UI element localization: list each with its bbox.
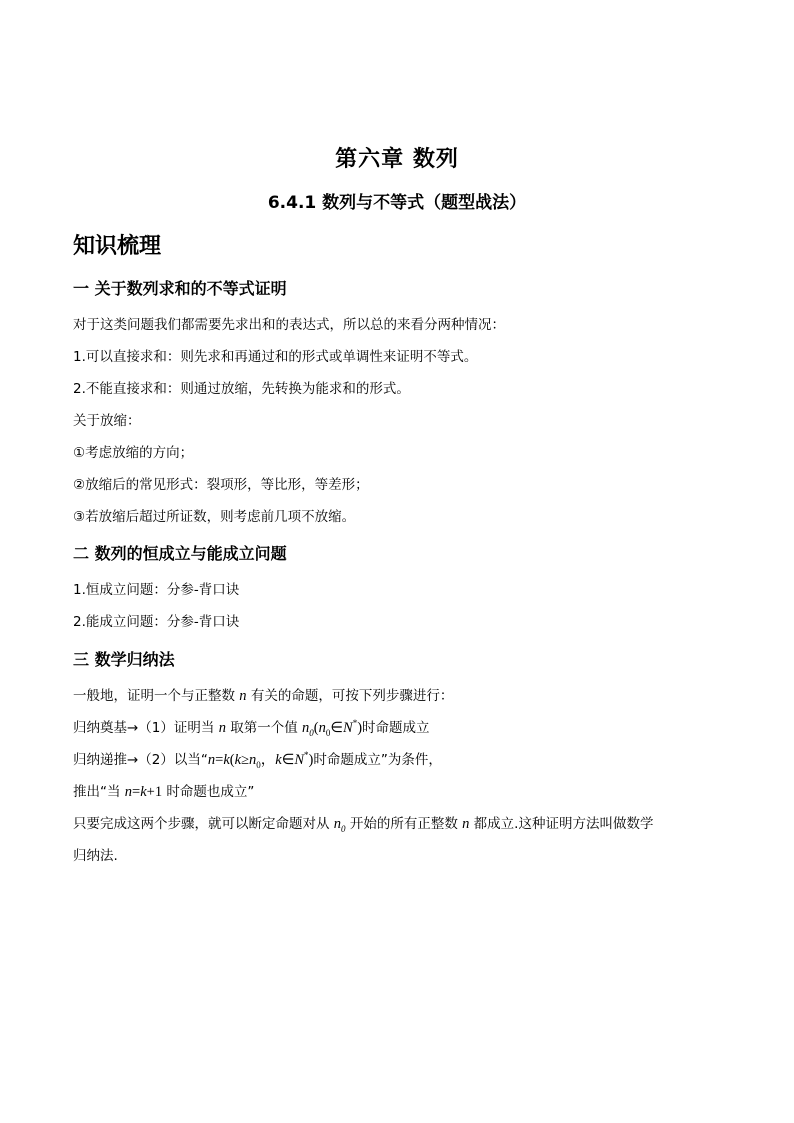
math-n0-in-nstar: $(n_0\in N^*)$ [313, 718, 363, 738]
part2-heading: 二 数列的恒成立与能成立问题 [73, 544, 287, 563]
induction-intro-text-b: 有关的命题，可按下列步骤进行： [246, 688, 454, 704]
part3-heading: 三 数学归纳法 [73, 650, 175, 669]
math-n: n [218, 720, 226, 736]
chapter-title: 第六章 数列 [335, 147, 459, 172]
math-n0: $n_0$ [302, 720, 314, 738]
induction-step-2 [73, 748, 442, 770]
part1-line-2: 1.可以直接求和：则先求和再通过和的形式或单调性来证明不等式。 [73, 349, 478, 365]
step1-text-b: 取第一个值 [225, 720, 303, 736]
step1-text-a: 归纳奠基→（1）证明当 [73, 720, 219, 736]
math-n: n [239, 688, 247, 704]
part1-heading: 一 关于数列求和的不等式证明 [73, 279, 287, 298]
step3-text-b: 时命题也成立” [162, 784, 255, 800]
part1-line-3: 2.不能直接求和：则通过放缩，先转换为能求和的形式。 [73, 381, 410, 397]
section-title: 知识梳理 [73, 234, 162, 259]
induction-intro [73, 684, 453, 705]
concl-text-a: 只要完成这两个步骤，就可以断定命题对从 [73, 816, 334, 832]
step2-text-a: 归纳递推→（2）以当“ [73, 752, 208, 768]
induction-conclusion [73, 812, 653, 834]
part1-line-1: 对于这类问题我们都需要先求出和的表达式，所以总的来看分两种情况： [73, 317, 505, 333]
math-n-eq-k-plus-1: n=k+1 [124, 784, 163, 800]
induction-intro-text-a: 一般地，证明一个与正整数 [73, 688, 240, 704]
induction-step-3 [73, 780, 254, 801]
math-n: n [462, 816, 470, 832]
part1-line-7: ③若放缩后超过所证数，则考虑前几项不放缩。 [73, 509, 356, 525]
part1-line-4: 关于放缩： [73, 413, 141, 429]
induction-step-1 [73, 716, 430, 738]
step2-text-b: 时命题成立”为条件， [313, 752, 442, 768]
lesson-subtitle: 6.4.1 数列与不等式（题型战法） [267, 193, 527, 213]
concl-text-b: 开始的所有正整数 [345, 816, 463, 832]
induction-conclusion-cont: 归纳法. [73, 848, 118, 864]
step3-text-a: 推出“当 [73, 784, 125, 800]
part1-line-6: ②放缩后的常见形式：裂项形，等比形，等差形； [73, 477, 369, 493]
math-n0: $n_0$ [333, 816, 346, 834]
part1-line-5: ①考虑放缩的方向； [73, 445, 194, 461]
part2-line-1: 1.恒成立问题：分参-背口诀 [73, 582, 240, 598]
math-n-eq-k-condition: $n=k(k\ge n_0$，k∈N*) [207, 750, 314, 770]
step1-text-c: 时命题成立 [362, 720, 430, 736]
part2-line-2: 2.能成立问题：分参-背口诀 [73, 614, 240, 630]
concl-text-c: 都成立.这种证明方法叫做数学 [469, 816, 654, 832]
